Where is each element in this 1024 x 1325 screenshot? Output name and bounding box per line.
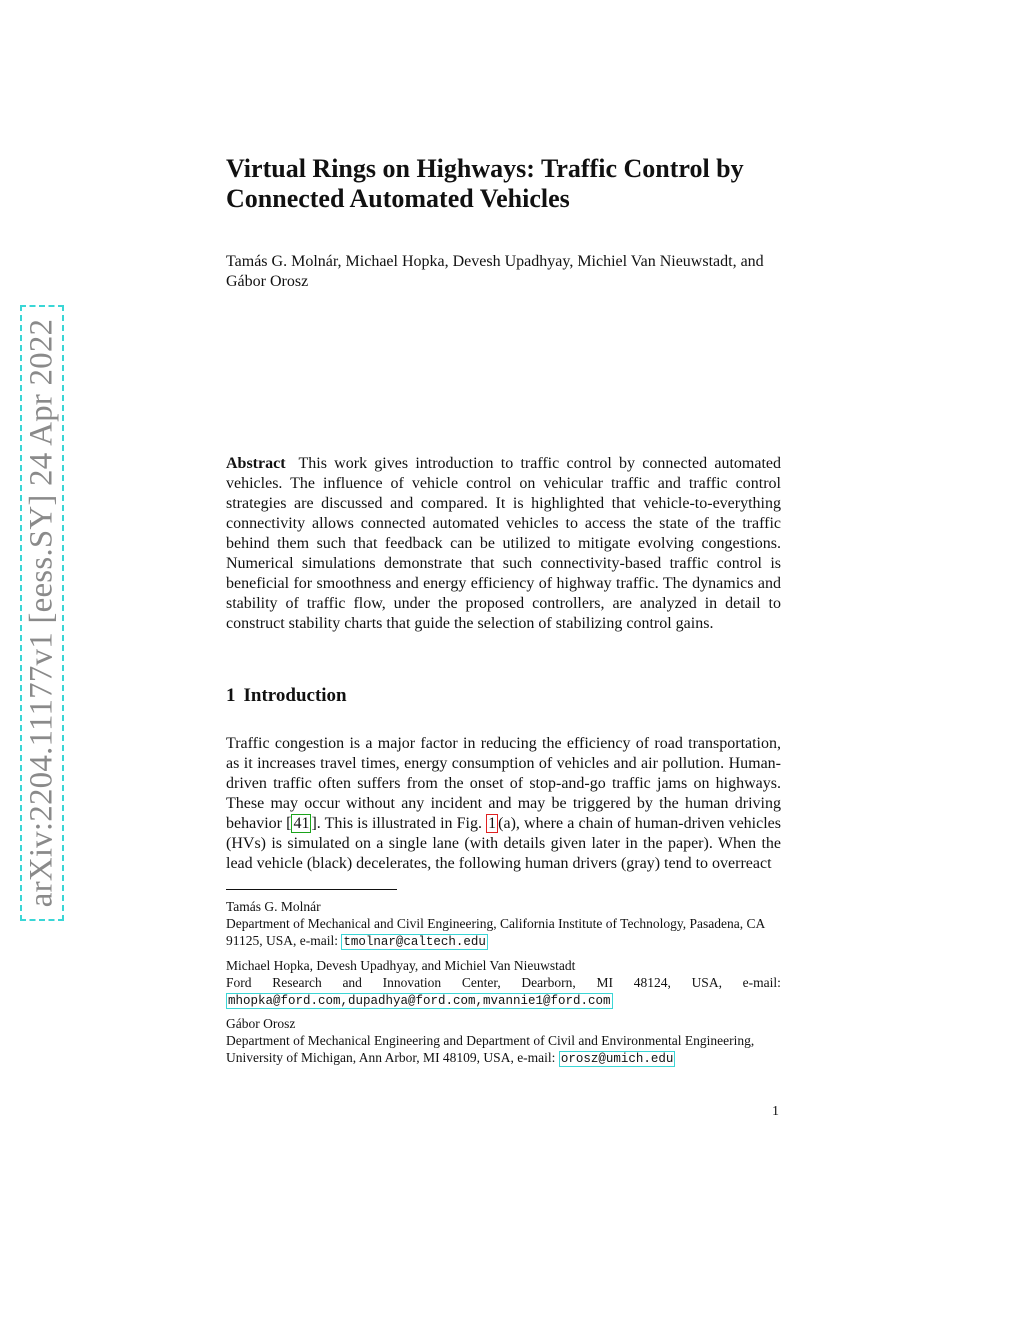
author-list-line-1: Tamás G. Molnár, Michael Hopka, Devesh Upadhyay, Michiel Van Nieuwstadt, and bbox=[226, 253, 764, 270]
author-list-line-2: Gábor Orosz bbox=[226, 273, 309, 290]
affiliation-address-text: Department of Mechanical and Civil Engineering, California Institute of Technology, Pasadena, CA 91125, USA, e-mail: bbox=[226, 916, 765, 948]
intro-text-part-1: Traffic congestion is a major factor in reducing the efficiency of road transportation, as it increases travel times, energy consumption of vehicles and air pollution. Human-driven traffic often suffers from the onset of stop-and-go traffic jams on highways. These may occur without any incident and may be triggered by the human driving behavior [ bbox=[226, 735, 781, 832]
introduction-paragraph bbox=[226, 734, 781, 874]
affiliation-name: Michael Hopka, Devesh Upadhyay, and Michiel Van Nieuwstadt bbox=[226, 958, 576, 973]
affiliation-address bbox=[226, 974, 781, 991]
address-word: MI bbox=[596, 975, 613, 990]
section-heading-introduction bbox=[226, 684, 347, 708]
section-number: 1 bbox=[226, 685, 236, 706]
address-word: Innovation bbox=[382, 975, 442, 990]
arxiv-identifier-text: arXiv:2204.11177v1 [eess.SY] 24 Apr 2022 bbox=[23, 318, 60, 908]
section-title: Introduction bbox=[243, 685, 347, 706]
author-list bbox=[226, 252, 782, 292]
affiliation-name: Tamás G. Molnár bbox=[226, 899, 321, 914]
email-link[interactable]: orosz@umich.edu bbox=[560, 1052, 674, 1066]
address-word: USA, bbox=[691, 975, 722, 990]
address-word: Research bbox=[272, 975, 322, 990]
address-word: and bbox=[342, 975, 362, 990]
arxiv-identifier-stamp[interactable] bbox=[20, 305, 64, 921]
footnote-divider bbox=[226, 889, 397, 890]
affiliation-email-line bbox=[226, 991, 781, 1010]
paper-title-line-1: Virtual Rings on Highways: Traffic Control by bbox=[226, 154, 744, 183]
affiliation-orosz bbox=[226, 1015, 781, 1068]
affiliation-address-text: University of Michigan, Ann Arbor, MI 48109, USA, e-mail: bbox=[226, 1050, 559, 1065]
abstract-text: This work gives introduction to traffic control by connected automated vehicles. The influence of vehicle control on vehicular traffic and traffic control strategies are discussed and compared. It is highlighted that vehicle-to-everything connectivity allows connected automated vehicles to access the state of the traffic behind them such that feedback can be utilized to mitigate evolving congestions. Numerical simulations demonstrate that such connectivity-based traffic control is beneficial for smoothness and energy efficiency of highway traffic. The dynamics and stability of traffic flow, under the proposed controllers, are analyzed in detail to construct stability charts that guide the selection of stabilizing control gains. bbox=[226, 455, 781, 632]
affiliation-address-line-1: Department of Mechanical Engineering and Department of Civil and Environmental Engineering, bbox=[226, 1033, 755, 1048]
address-word: Center, bbox=[461, 975, 501, 990]
abstract-label: Abstract bbox=[226, 455, 286, 472]
paper-title bbox=[226, 154, 786, 214]
address-word: e-mail: bbox=[742, 975, 781, 990]
abstract bbox=[226, 454, 781, 634]
email-link[interactable]: mhopka@ford.com,dupadhya@ford.com,mvannie1@ford.com bbox=[228, 994, 611, 1008]
address-word: Ford bbox=[226, 975, 252, 990]
intro-text-part-2: ]. This is illustrated in Fig. bbox=[311, 815, 487, 832]
page-number: 1 bbox=[772, 1104, 779, 1119]
address-word: 48124, bbox=[633, 975, 671, 990]
paper-title-line-2: Connected Automated Vehicles bbox=[226, 184, 570, 213]
affiliation-ford bbox=[226, 957, 781, 1010]
affiliation-address bbox=[226, 915, 781, 951]
figure-reference-link[interactable]: 1 bbox=[488, 815, 497, 832]
email-link[interactable]: tmolnar@caltech.edu bbox=[343, 935, 486, 949]
affiliation-molnar bbox=[226, 898, 781, 951]
intro-text-part-3: (a), where a chain of human-driven vehicles (HVs) is simulated on a single lane (with details given later in the paper). When the lead vehicle (black) decelerates, the following human drivers (gray) tend to overreact bbox=[226, 815, 781, 872]
citation-link[interactable]: 41 bbox=[293, 815, 310, 832]
affiliation-name: Gábor Orosz bbox=[226, 1016, 296, 1031]
affiliation-address-line-2 bbox=[226, 1049, 781, 1068]
address-word: Dearborn, bbox=[521, 975, 576, 990]
